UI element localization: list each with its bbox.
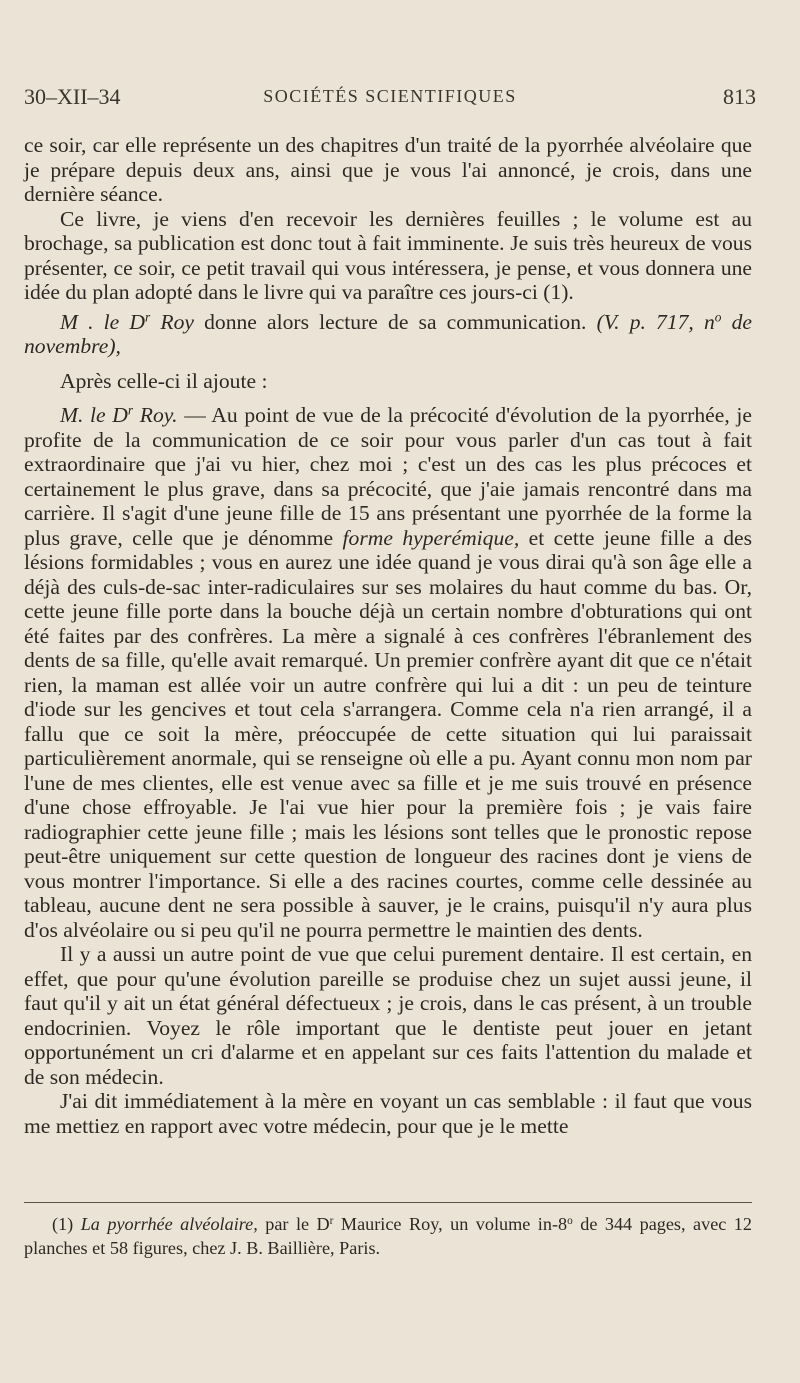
header-date: 30–XII–34 [24,84,121,109]
body-text [24,133,752,1138]
paragraph-case-report: M. le $D^r$ Roy. — Au point de vue de la précocité d'évolution de la pyorrhée, je profite de la communication de ce soir pour vous parler d'un cas tout à fait extraordinaire que j'ai vu hier, chez moi ; c'est un des cas les plus précoces et certainement le plus grave, dans sa précocité, que j'aie jamais rencontré dans ma carrière. Il s'agit d'une jeune fille de 15 ans présentant une pyorrhée de la forme la plus grave, celle que je dénomme forme hyperémique, et cette jeune fille a des lésions formidables ; vous en aurez une idée quand je vous dirai qu'à son âge elle a déjà des culs-de-sac inter-radiculaires sur ses molaires du haut comme du bas. Or, cette jeune fille porte dans la bouche déjà un certain nombre d'obturations qui ont été faites par des confrères. La mère a signalé à ces confrères l'ébranlement des dents de sa fille, qu'elle avait remarqué. Un premier confrère ayant dit que ce n'était rien, la maman est allée voir un autre confrère qui lui a dit : un peu de teinture d'iode sur les gencives et tout cela s'arrangera. Comme cela n'a rien arrangé, il a fallu que ce soit la mère, préoccupée de cette situation qui lui paraissait particulièrement anormale, qui se renseigne où elle a pu. Ayant connu mon nom par l'une de mes clientes, elle est venue avec sa fille et je me suis trouvé en présence d'une chose effroyable. Je l'ai vue hier pour la première fois ; je vais faire radiographier cette jeune fille ; mais les lésions sont telles que le pronostic repose peut-être uniquement sur cette question de longueur des racines dont je viens de vous montrer l'importance. Si elle a des racines courtes, comme celle dessinée au tableau, aucune dent ne sera possible à sauver, je le crains, puisqu'il n'y aura plus d'os alvéolaire ou si peu qu'il ne pourra permettre le maintien des dents. [24,402,752,942]
footnote: (1) La pyorrhée alvéolaire, par le $D^r$ Maurice Roy, un volume in-8$^o$ de 344 pages, avec 12 planches et 58 figures, chez J. B. Baillière, Paris. [24,1214,752,1258]
paragraph-general-state: Il y a aussi un autre point de vue que celui purement dentaire. Il est certain, en effet, que pour qu'une évolution pareille se produise chez un sujet aussi jeune, il faut qu'il y ait un état général défectueux ; je crois, dans le cas présent, à un trouble endocrinien. Voyez le rôle important que le dentiste peut jouer en jetant opportunément un cri d'alarme et en appelant sur ces faits l'attention du malade et de son médecin. [24,942,752,1089]
footnote-book-title: La pyorrhée alvéolaire, [80,1214,258,1234]
header-section-title: SOCIÉTÉS SCIENTIFIQUES [263,86,517,106]
paragraph-book-announcement: Ce livre, je viens d'en recevoir les dernières feuilles ; le volume est au brochage, sa publication est donc tout à fait imminente. Je suis très heureux de vous présenter, ce soir, ce petit travail qui vous intéressera, je pense, et vous donnera une idée du plan adopté dans le livre qui va paraître ces jours-ci (1). [24,206,752,304]
speaker-name: M. le $D^r$ Roy. [60,402,178,427]
footnote-divider [24,1202,752,1203]
reference-note: (V. p. 717, $n^o$ de novembre), [24,309,752,358]
paragraph-reading-note: M . le $D^r$ Roy donne alors lecture de sa communication. (V. p. 717, $n^o$ de novembre), [24,309,752,358]
running-header [24,84,756,114]
paragraph-advice: J'ai dit immédiatement à la mère en voyant un cas semblable : il faut que vous me mettiez en rapport avec votre médecin, pour que je le mette [24,1089,752,1138]
italic-term: forme hyperémique, [342,525,520,550]
page-number: 813 [723,84,756,109]
paragraph-continuation: ce soir, car elle représente un des chapitres d'un traité de la pyorrhée alvéolaire que je prépare depuis deux ans, ainsi que je vous l'ai annoncé, je crois, dans une dernière séance. [24,133,752,206]
speaker-name: M . le $D^r$ Roy [60,309,194,334]
paragraph-transition: Après celle-ci il ajoute : [60,368,268,393]
